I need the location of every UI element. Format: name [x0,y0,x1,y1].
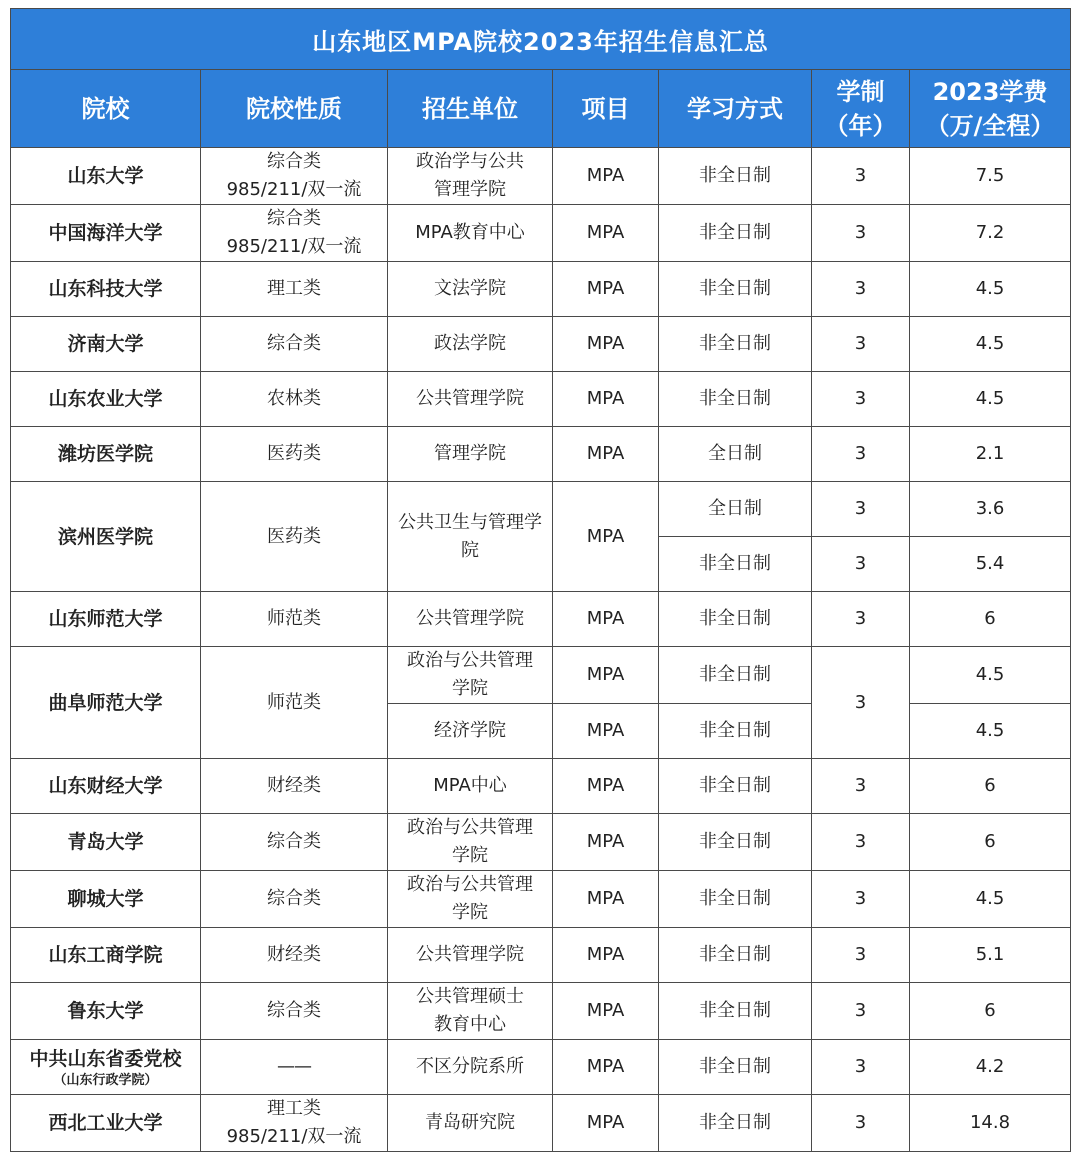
mode-cell: 非全日制 [659,871,812,928]
project-cell: MPA [553,1040,659,1095]
mode-cell: 非全日制 [659,814,812,871]
table-row [11,759,1071,814]
table-row [11,814,1071,871]
school-cell: 潍坊医学院 [11,427,201,482]
project-cell: MPA [553,262,659,317]
fee-cell: 7.2 [910,205,1071,262]
unit-cell: 不区分院系所 [388,1040,553,1095]
years-cell: 3 [812,814,910,871]
mode-cell: 非全日制 [659,928,812,983]
unit-line2: 学院 [452,678,488,699]
mode-cell: 全日制 [659,482,812,537]
mode-cell: 非全日制 [659,592,812,647]
unit-line2: 学院 [452,902,488,923]
mode-cell: 非全日制 [659,205,812,262]
years-cell: 3 [812,1095,910,1152]
table-row [11,262,1071,317]
unit-cell: MPA中心 [388,759,553,814]
mode-cell: 非全日制 [659,647,812,704]
unit-cell [388,647,553,704]
table-container [10,8,1070,1152]
fee-cell: 4.2 [910,1040,1071,1095]
project-cell: MPA [553,871,659,928]
fee-cell: 4.5 [910,704,1071,759]
nature-cell: 医药类 [201,427,388,482]
project-cell: MPA [553,592,659,647]
fee-cell: 3.6 [910,482,1071,537]
fee-cell: 6 [910,814,1071,871]
fee-cell: 14.8 [910,1095,1071,1152]
fee-cell: 6 [910,759,1071,814]
years-cell: 3 [812,372,910,427]
project-cell: MPA [553,372,659,427]
nature-cell: 师范类 [201,647,388,759]
unit-line1: 政治与公共管理 [407,817,533,838]
nature-cell [201,1095,388,1152]
fee-cell: 4.5 [910,262,1071,317]
project-cell: MPA [553,148,659,205]
project-cell: MPA [553,317,659,372]
nature-cell: 医药类 [201,482,388,592]
years-cell: 3 [812,482,910,537]
nature-cell: 财经类 [201,759,388,814]
unit-line1: 公共管理硕士 [416,986,524,1007]
nature-line2: 985/211/双一流 [226,1126,362,1147]
header-unit: 招生单位 [388,70,553,148]
project-cell: MPA [553,759,659,814]
unit-line1: 政治与公共管理 [407,874,533,895]
school-cell: 曲阜师范大学 [11,647,201,759]
years-cell: 3 [812,1040,910,1095]
nature-cell: 综合类 [201,983,388,1040]
school-cell: 山东工商学院 [11,928,201,983]
school-cell: 山东师范大学 [11,592,201,647]
mode-cell: 非全日制 [659,1095,812,1152]
years-cell: 3 [812,871,910,928]
header-fee [910,70,1071,148]
school-cell: 山东大学 [11,148,201,205]
project-cell: MPA [553,704,659,759]
project-cell: MPA [553,647,659,704]
fee-cell: 6 [910,983,1071,1040]
table-row [11,871,1071,928]
project-cell: MPA [553,482,659,592]
fee-cell: 4.5 [910,372,1071,427]
table-row [11,482,1071,537]
table-title: 山东地区MPA院校2023年招生信息汇总 [11,9,1071,70]
years-cell: 3 [812,205,910,262]
header-nature: 院校性质 [201,70,388,148]
nature-line2: 985/211/双一流 [226,236,362,257]
mode-cell: 非全日制 [659,372,812,427]
years-cell: 3 [812,928,910,983]
project-cell: MPA [553,928,659,983]
years-cell: 3 [812,647,910,759]
fee-cell: 4.5 [910,317,1071,372]
unit-line2: 学院 [452,845,488,866]
nature-cell [201,148,388,205]
years-cell: 3 [812,148,910,205]
nature-cell: —— [201,1040,388,1095]
fee-cell: 5.1 [910,928,1071,983]
unit-line2: 教育中心 [434,1014,506,1035]
nature-cell: 师范类 [201,592,388,647]
nature-line2: 985/211/双一流 [226,179,362,200]
project-cell: MPA [553,983,659,1040]
table-row [11,1095,1071,1152]
unit-cell: 政法学院 [388,317,553,372]
header-school: 院校 [11,70,201,148]
nature-cell: 综合类 [201,814,388,871]
school-cell: 滨州医学院 [11,482,201,592]
school-cell: 山东农业大学 [11,372,201,427]
nature-cell [201,205,388,262]
unit-cell: 公共管理学院 [388,372,553,427]
table-row [11,928,1071,983]
years-cell: 3 [812,427,910,482]
header-fee-line1: 2023学费 [932,77,1048,106]
nature-cell: 综合类 [201,871,388,928]
header-project: 项目 [553,70,659,148]
fee-cell: 5.4 [910,537,1071,592]
mode-cell: 非全日制 [659,148,812,205]
nature-cell: 财经类 [201,928,388,983]
nature-cell: 综合类 [201,317,388,372]
mode-cell: 非全日制 [659,537,812,592]
school-cell: 山东财经大学 [11,759,201,814]
project-cell: MPA [553,1095,659,1152]
school-cell: 青岛大学 [11,814,201,871]
header-mode: 学习方式 [659,70,812,148]
school-cell: 聊城大学 [11,871,201,928]
years-cell: 3 [812,262,910,317]
unit-line2: 管理学院 [434,179,506,200]
unit-cell: 管理学院 [388,427,553,482]
table-row [11,148,1071,205]
unit-cell [388,983,553,1040]
header-row [11,70,1071,148]
table-row [11,427,1071,482]
header-fee-line2: （万/全程） [925,111,1055,140]
school-subname: （山东行政学院） [53,1073,158,1088]
fee-cell: 4.5 [910,871,1071,928]
unit-cell: MPA教育中心 [388,205,553,262]
school-cell: 西北工业大学 [11,1095,201,1152]
nature-line1: 理工类 [267,1098,321,1119]
mode-cell: 非全日制 [659,759,812,814]
fee-cell: 7.5 [910,148,1071,205]
years-cell: 3 [812,537,910,592]
table-row [11,1040,1071,1095]
mode-cell: 非全日制 [659,704,812,759]
unit-cell: 经济学院 [388,704,553,759]
mode-cell: 非全日制 [659,262,812,317]
table-row [11,205,1071,262]
years-cell: 3 [812,759,910,814]
project-cell: MPA [553,427,659,482]
mode-cell: 全日制 [659,427,812,482]
unit-cell [388,482,553,592]
table-row [11,317,1071,372]
mode-cell: 非全日制 [659,317,812,372]
school-name: 中共山东省委党校 [29,1048,182,1070]
nature-cell: 农林类 [201,372,388,427]
school-cell [11,1040,201,1095]
fee-cell: 4.5 [910,647,1071,704]
unit-cell: 公共管理学院 [388,592,553,647]
years-cell: 3 [812,983,910,1040]
school-cell: 山东科技大学 [11,262,201,317]
unit-cell [388,871,553,928]
table-row [11,592,1071,647]
mode-cell: 非全日制 [659,983,812,1040]
project-cell: MPA [553,205,659,262]
table-row [11,647,1071,704]
admission-table [10,8,1071,1152]
fee-cell: 6 [910,592,1071,647]
unit-line1: 政治与公共管理 [407,650,533,671]
unit-cell: 青岛研究院 [388,1095,553,1152]
unit-line1: 公共卫生与管理学 [398,511,542,533]
header-years-line2: （年） [824,111,897,140]
table-row [11,372,1071,427]
unit-cell: 公共管理学院 [388,928,553,983]
project-cell: MPA [553,814,659,871]
unit-cell: 文法学院 [388,262,553,317]
table-row [11,983,1071,1040]
school-cell: 中国海洋大学 [11,205,201,262]
school-cell: 鲁东大学 [11,983,201,1040]
years-cell: 3 [812,592,910,647]
years-cell: 3 [812,317,910,372]
header-years [812,70,910,148]
fee-cell: 2.1 [910,427,1071,482]
nature-line1: 综合类 [267,151,321,172]
unit-cell [388,814,553,871]
header-years-line1: 学制 [836,77,885,106]
nature-cell: 理工类 [201,262,388,317]
unit-line2: 院 [461,539,479,561]
nature-line1: 综合类 [267,208,321,229]
mode-cell: 非全日制 [659,1040,812,1095]
unit-line1: 政治学与公共 [416,151,524,172]
unit-cell [388,148,553,205]
school-cell: 济南大学 [11,317,201,372]
